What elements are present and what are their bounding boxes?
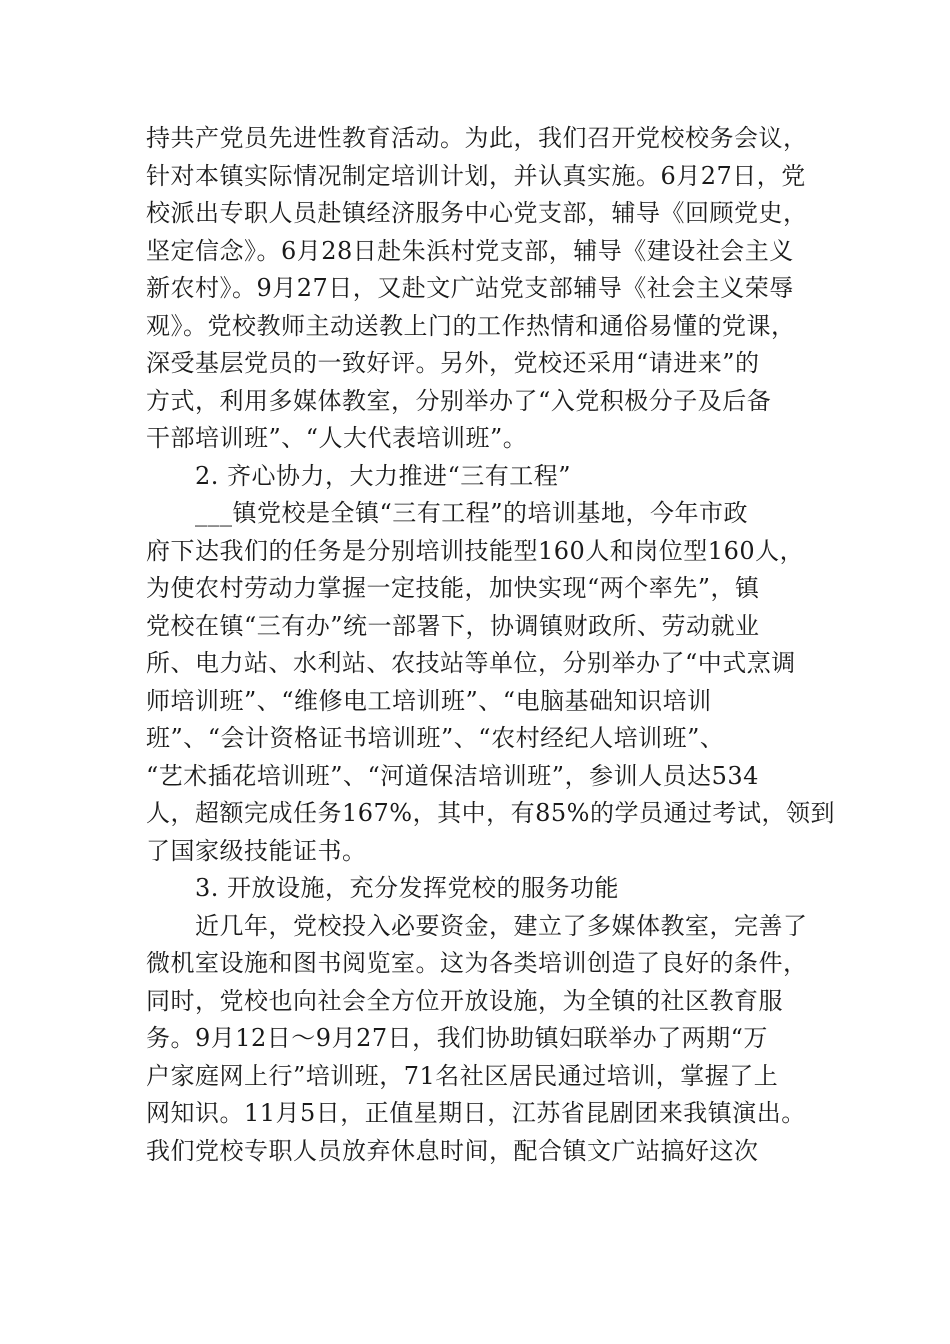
text-line: 深受基层党员的一致好评。另外，党校还采用“请进来”的 [146, 349, 760, 377]
text-line: 府下达我们的任务是分别培训技能型160人和岗位型160人， [146, 536, 805, 565]
document-body [146, 120, 835, 1170]
text-line: 班”、“会计资格证书培训班”、“农村经纪人培训班”、 [146, 724, 725, 752]
text-line: ___镇党校是全镇“三有工程”的培训基地，今年市政 [146, 499, 749, 527]
text-line: 网知识。11月5日，正值星期日，江苏省昆剧团来我镇演出。 [146, 1099, 806, 1127]
text-line: “艺术插花培训班”、“河道保洁培训班”，参训人员达534 [146, 761, 759, 790]
section-heading: 3. 开放设施，充分发挥党校的服务功能 [146, 874, 620, 902]
text-line: 坚定信念》。6月28日赴朱浜村党支部，辅导《建设社会主义 [146, 236, 794, 265]
text-line: 我们党校专职人员放弃休息时间，配合镇文广站搞好这次 [146, 1136, 759, 1165]
text-line: 针对本镇实际情况制定培训计划，并认真实施。6月27日，党 [146, 161, 806, 190]
text-line: 户家庭网上行”培训班，71名社区居民通过培训，掌握了上 [146, 1061, 779, 1090]
text-line: 近几年，党校投入必要资金，建立了多媒体教室，完善了 [146, 911, 808, 940]
text-line: 观》。党校教师主动送教上门的工作热情和通俗易懂的党课， [146, 311, 796, 340]
text-line: 师培训班”、“维修电工培训班”、“电脑基础知识培训 [146, 686, 712, 715]
text-line: 同时，党校也向社会全方位开放设施，为全镇的社区教育服 [146, 986, 783, 1015]
text-line: 干部培训班”、“人大代表培训班”。 [146, 424, 528, 452]
text-line: 方式，利用多媒体教室，分别举办了“入党积极分子及后备 [146, 386, 772, 415]
text-line: 微机室设施和图书阅览室。这为各类培训创造了良好的条件， [146, 949, 808, 977]
text-line: 新农村》。9月27日，又赴文广站党支部辅导《社会主义荣辱 [146, 274, 794, 302]
text-line: 务。9月12日～9月27日，我们协助镇妇联举办了两期“万 [146, 1024, 768, 1052]
text-line: 人，超额完成任务167%，其中，有85%的学员通过考试，领到 [146, 799, 835, 827]
text-line: 校派出专职人员赴镇经济服务中心党支部，辅导《回顾党史， [146, 199, 808, 227]
section-heading: 2. 齐心协力，大力推进“三有工程” [146, 461, 572, 490]
text-line: 了国家级技能证书。 [146, 836, 367, 865]
text-line: 为使农村劳动力掌握一定技能，加快实现“两个率先”，镇 [146, 574, 760, 602]
text-line: 持共产党员先进性教育活动。为此，我们召开党校校务会议， [146, 124, 808, 152]
text-line: 所、电力站、水利站、农技站等单位，分别举办了“中式烹调 [146, 649, 796, 677]
text-line: 党校在镇“三有办”统一部署下，协调镇财政所、劳动就业 [146, 611, 760, 640]
